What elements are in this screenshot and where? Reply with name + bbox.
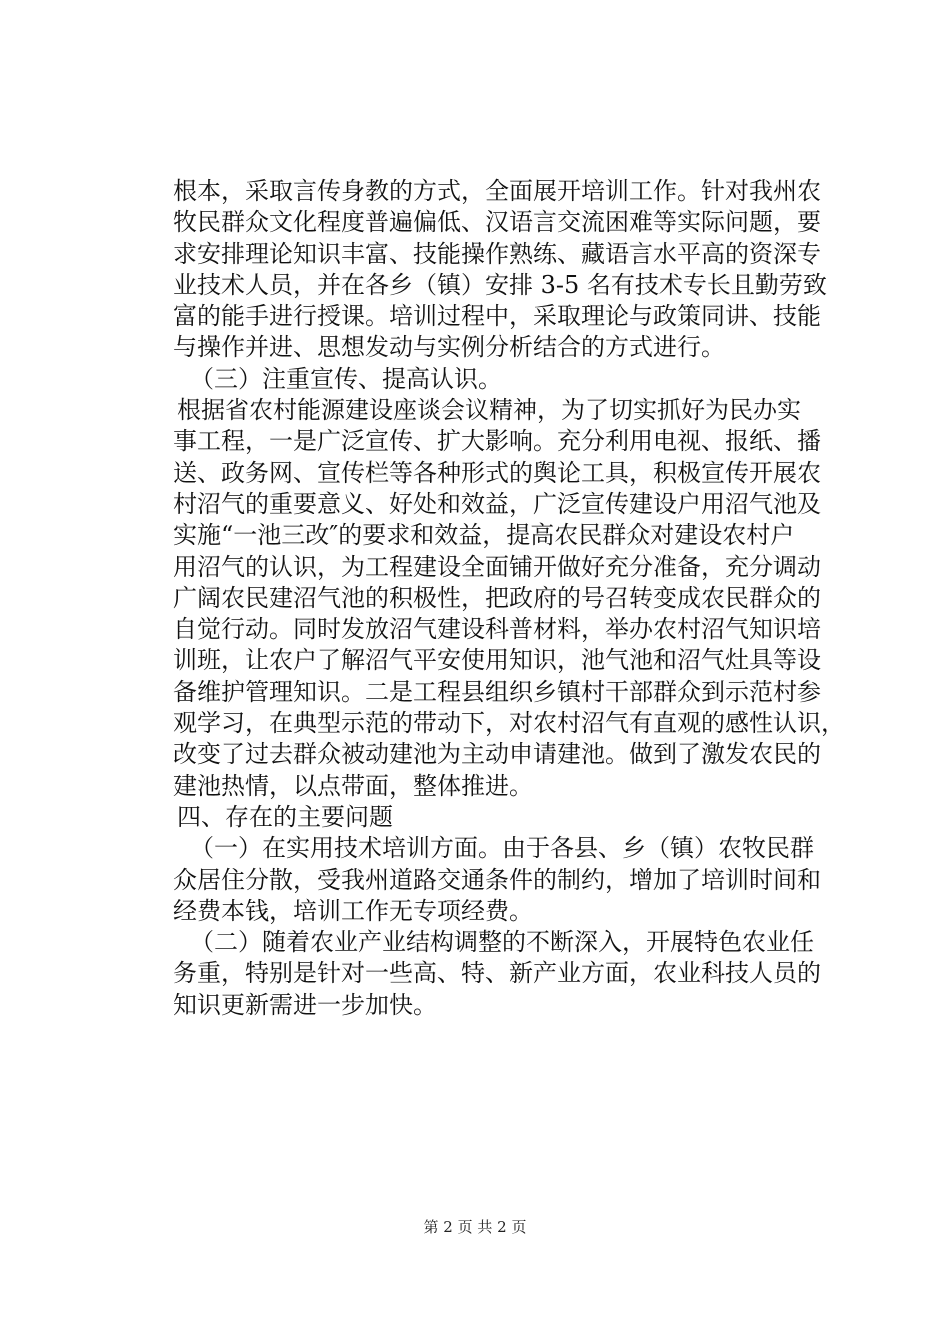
- text-line: 改变了过去群众被动建池为主动申请建池。做到了激发农民的: [173, 740, 821, 769]
- text-line: 牧民群众文化程度普遍偏低、汉语言交流困难等实际问题，要: [173, 208, 821, 237]
- text-line: 自觉行动。同时发放沼气建设科普材料，举办农村沼气知识培: [173, 615, 821, 644]
- text-line: 训班，让农户了解沼气平安使用知识，池气池和沼气灶具等设: [173, 646, 821, 675]
- text-line: （一）在实用技术培训方面。由于各县、乡（镇）农牧民群: [190, 834, 814, 863]
- text-line: 备维护管理知识。二是工程县组织乡镇村干部群众到示范村参: [173, 677, 821, 706]
- text-line: 求安排理论知识丰富、技能操作熟练、藏语言水平高的资深专: [173, 239, 821, 268]
- text-line: 务重，特别是针对一些高、特、新产业方面，农业科技人员的: [173, 959, 821, 988]
- text-line: 与操作并进、思想发动与实例分析结合的方式进行。: [173, 333, 725, 362]
- text-line: 富的能手进行授课。培训过程中，采取理论与政策同讲、技能: [173, 302, 821, 331]
- text-line: 村沼气的重要意义、好处和效益，广泛宣传建设户用沼气池及: [173, 489, 821, 518]
- text-line: 知识更新需进一步加快。: [173, 990, 437, 1019]
- text-line: （二）随着农业产业结构调整的不断深入，开展特色农业任: [190, 928, 814, 957]
- text-line: 经费本钱，培训工作无专项经费。: [173, 896, 533, 925]
- document-body: [173, 176, 845, 1021]
- text-line: 根据省农村能源建设座谈会议精神，为了切实抓好为民办实: [177, 396, 801, 425]
- text-line: 实施“一池三改″的要求和效益，提高农民群众对建设农村户: [173, 521, 795, 550]
- text-line: 观学习，在典型示范的带动下，对农村沼气有直观的感性认识，: [173, 709, 845, 738]
- page-footer: 第 2 页 共 2 页: [423, 1218, 527, 1236]
- text-line: 送、政务网、宣传栏等各种形式的舆论工具，积极宣传开展农: [173, 458, 821, 487]
- text-line: 建池热情，以点带面，整体推进。: [173, 771, 533, 800]
- text-line: （三）注重宣传、提高认识。: [190, 364, 502, 393]
- text-line: 四、存在的主要问题: [177, 802, 393, 831]
- text-line: 业技术人员，并在各乡（镇）安排 3-5 名有技术专长且勤劳致: [173, 270, 827, 299]
- text-line: 广阔农民建沼气池的积极性，把政府的号召转变成农民群众的: [173, 583, 821, 612]
- text-line: 事工程，一是广泛宣传、扩大影响。充分利用电视、报纸、播: [173, 427, 821, 456]
- text-line: 众居住分散，受我州道路交通条件的制约，增加了培训时间和: [173, 865, 821, 894]
- text-line: 根本，采取言传身教的方式，全面展开培训工作。针对我州农: [173, 177, 821, 205]
- text-line: 用沼气的认识，为工程建设全面铺开做好充分准备，充分调动: [173, 552, 821, 581]
